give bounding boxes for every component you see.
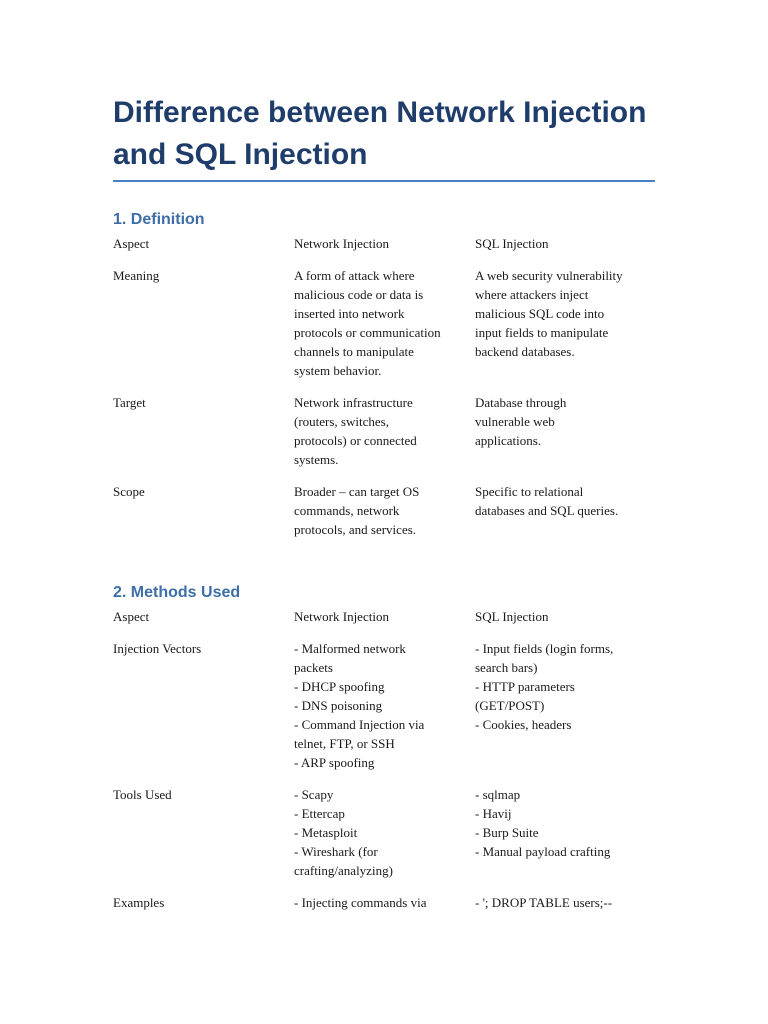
column-header [475, 234, 655, 253]
section-1 [113, 210, 655, 539]
cell-text-line: - DHCP spoofing [294, 679, 385, 694]
network-injection-cell [294, 785, 475, 880]
table-row [113, 893, 655, 912]
sql-injection-cell [475, 482, 655, 539]
network-injection-cell [294, 482, 475, 539]
aspect-label: Meaning [113, 268, 160, 283]
cell-text-line: - Command Injection via [294, 717, 425, 732]
table-row [113, 393, 655, 469]
column-header [113, 234, 294, 253]
cell-text-line: crafting/analyzing) [294, 863, 393, 878]
cell-text-line: malicious SQL code into [475, 306, 605, 321]
document-title [113, 92, 655, 180]
cell-text-line: backend databases. [475, 344, 575, 359]
cell-text-line: - '; DROP TABLE users;-- [475, 895, 613, 910]
table-row [113, 482, 655, 539]
document-page [113, 92, 655, 912]
table-row [113, 785, 655, 880]
cell-text-line: protocols or communication [294, 325, 441, 340]
cell-text-line: (GET/POST) [475, 698, 545, 713]
sql-injection-cell [475, 785, 655, 880]
title-underline [113, 180, 655, 182]
section-2 [113, 583, 655, 912]
sql-injection-cell [475, 393, 655, 469]
cell-text-line: - Malformed network [294, 641, 406, 656]
aspect-label: Tools Used [113, 787, 172, 802]
aspect-cell [113, 785, 294, 880]
aspect-cell [113, 266, 294, 380]
sections-container [113, 210, 655, 912]
sql-injection-cell [475, 893, 655, 912]
column-header-label: SQL Injection [475, 236, 549, 251]
table-header-row [113, 234, 655, 253]
column-header-label: Aspect [113, 609, 150, 624]
cell-text-line: Network infrastructure [294, 395, 413, 410]
cell-text-line: protocols, and services. [294, 522, 417, 537]
cell-text-line: - Manual payload crafting [475, 844, 611, 859]
aspect-cell [113, 393, 294, 469]
aspect-label: Examples [113, 895, 165, 910]
cell-text-line: - HTTP parameters [475, 679, 575, 694]
cell-text-line: protocols) or connected [294, 433, 417, 448]
aspect-label: Injection Vectors [113, 641, 202, 656]
cell-text-line: databases and SQL queries. [475, 503, 619, 518]
cell-text-line: inserted into network [294, 306, 405, 321]
cell-text-line: - ARP spoofing [294, 755, 375, 770]
title-line-2: and SQL Injection [113, 138, 368, 171]
aspect-cell [113, 639, 294, 772]
sql-injection-cell [475, 639, 655, 772]
column-header-label: Network Injection [294, 609, 389, 624]
cell-text-line: Broader – can target OS [294, 484, 420, 499]
cell-text-line: - Ettercap [294, 806, 345, 821]
aspect-cell [113, 482, 294, 539]
network-injection-cell [294, 893, 475, 912]
cell-text-line: systems. [294, 452, 339, 467]
network-injection-cell [294, 266, 475, 380]
cell-text-line: vulnerable web [475, 414, 555, 429]
network-injection-cell [294, 639, 475, 772]
table-header-row [113, 607, 655, 626]
cell-text-line: applications. [475, 433, 542, 448]
column-header [475, 607, 655, 626]
table-row [113, 266, 655, 380]
cell-text-line: - Havij [475, 806, 512, 821]
sql-injection-cell [475, 266, 655, 380]
cell-text-line: Database through [475, 395, 567, 410]
title-line-1: Difference between Network Injection [113, 96, 647, 129]
cell-text-line: A form of attack where [294, 268, 415, 283]
column-header-label: Network Injection [294, 236, 389, 251]
cell-text-line: packets [294, 660, 333, 675]
cell-text-line: - sqlmap [475, 787, 521, 802]
cell-text-line: - DNS poisoning [294, 698, 383, 713]
aspect-cell [113, 893, 294, 912]
network-injection-cell [294, 393, 475, 469]
cell-text-line: telnet, FTP, or SSH [294, 736, 395, 751]
column-header-label: Aspect [113, 236, 150, 251]
cell-text-line: malicious code or data is [294, 287, 424, 302]
section-heading: 1. Definition [113, 211, 205, 228]
cell-text-line: (routers, switches, [294, 414, 389, 429]
cell-text-line: - Injecting commands via [294, 895, 427, 910]
cell-text-line: - Wireshark (for [294, 844, 378, 859]
cell-text-line: system behavior. [294, 363, 382, 378]
cell-text-line: - Cookies, headers [475, 717, 572, 732]
cell-text-line: A web security vulnerability [475, 268, 623, 283]
cell-text-line: - Metasploit [294, 825, 358, 840]
cell-text-line: where attackers inject [475, 287, 589, 302]
cell-text-line: input fields to manipulate [475, 325, 609, 340]
column-header [113, 607, 294, 626]
cell-text-line: commands, network [294, 503, 400, 518]
aspect-label: Target [113, 395, 146, 410]
column-header-label: SQL Injection [475, 609, 549, 624]
aspect-label: Scope [113, 484, 145, 499]
column-header [294, 234, 475, 253]
table-row [113, 639, 655, 772]
cell-text-line: search bars) [475, 660, 538, 675]
section-heading: 2. Methods Used [113, 584, 241, 601]
cell-text-line: Specific to relational [475, 484, 584, 499]
column-header [294, 607, 475, 626]
cell-text-line: channels to manipulate [294, 344, 414, 359]
cell-text-line: - Scapy [294, 787, 334, 802]
cell-text-line: - Burp Suite [475, 825, 539, 840]
cell-text-line: - Input fields (login forms, [475, 641, 614, 656]
